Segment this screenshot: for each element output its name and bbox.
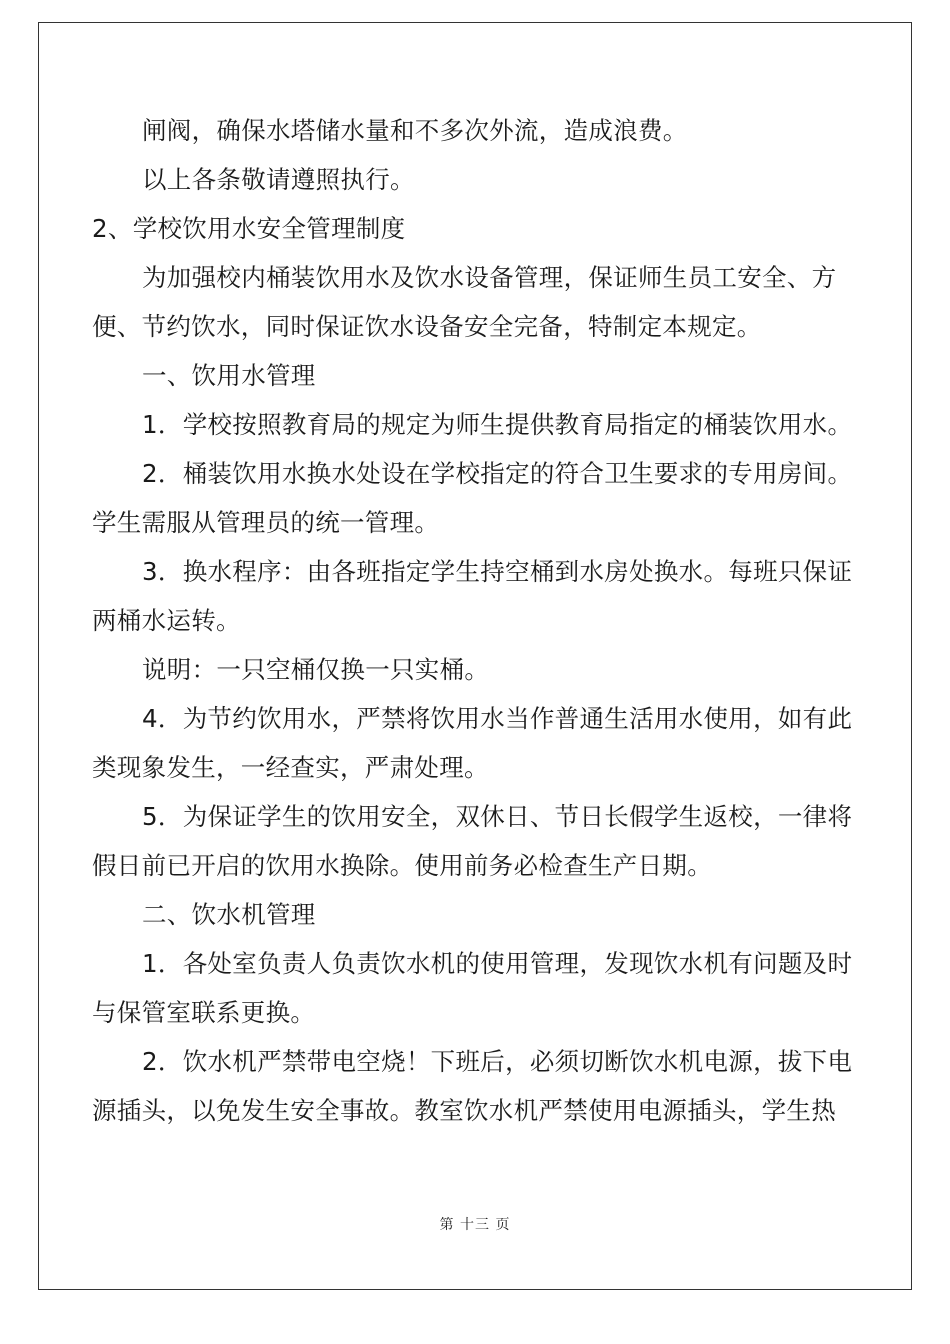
paragraph: 为加强校内桶装饮用水及饮水设备管理，保证师生员工安全、方便、节约饮水，同时保证饮水设备安全完备，特制定本规定。 bbox=[92, 263, 837, 341]
list-item: 4．为节约饮用水，严禁将饮用水当作普通生活用水使用，如有此类现象发生，一经查实，严肃处理。 bbox=[92, 704, 853, 782]
list-item: 2．饮水机严禁带电空烧！下班后，必须切断饮水机电源，拔下电源插头，以免发生安全事故。教室饮水机严禁使用电源插头，学生热 bbox=[92, 1047, 853, 1125]
list-item: 2．桶装饮用水换水处设在学校指定的符合卫生要求的专用房间。学生需服从管理员的统一管理。 bbox=[92, 459, 853, 537]
paragraph: 以上各条敬请遵照执行。 bbox=[142, 165, 415, 194]
document-body bbox=[92, 106, 872, 1135]
section-heading: 2、学校饮用水安全管理制度 bbox=[92, 214, 406, 243]
list-item: 1．各处室负责人负责饮水机的使用管理，发现饮水机有问题及时与保管室联系更换。 bbox=[92, 949, 853, 1027]
paragraph: 闸阀，确保水塔储水量和不多次外流，造成浪费。 bbox=[142, 116, 688, 145]
subsection-heading: 一、饮用水管理 bbox=[142, 361, 316, 390]
list-item: 1．学校按照教育局的规定为师生提供教育局指定的桶装饮用水。 bbox=[142, 410, 853, 439]
list-item: 5．为保证学生的饮用安全，双休日、节日长假学生返校，一律将假日前已开启的饮用水换除。使用前务必检查生产日期。 bbox=[92, 802, 853, 880]
paragraph: 说明：一只空桶仅换一只实桶。 bbox=[142, 655, 490, 684]
page-number: 第 十三 页 bbox=[439, 1217, 511, 1233]
list-item: 3．换水程序：由各班指定学生持空桶到水房处换水。每班只保证两桶水运转。 bbox=[92, 557, 853, 635]
subsection-heading: 二、饮水机管理 bbox=[142, 900, 316, 929]
